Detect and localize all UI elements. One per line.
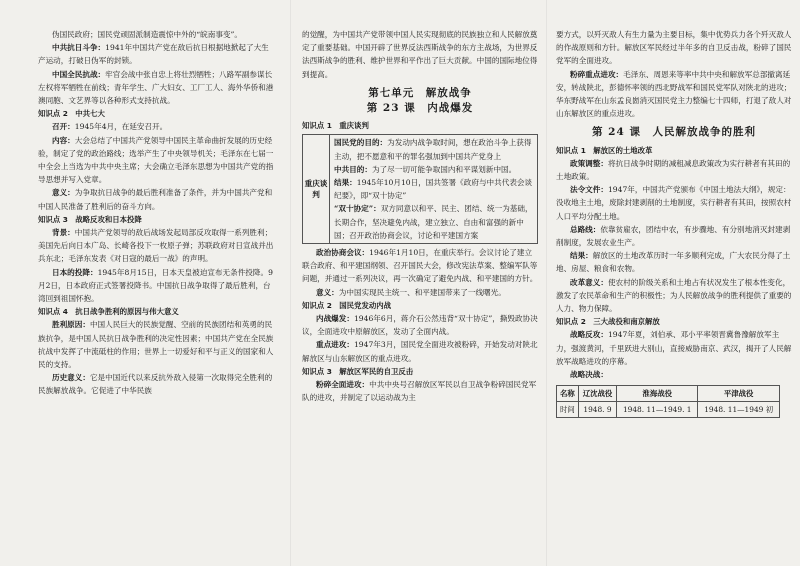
lead-term: 粉碎全面进攻：	[316, 380, 370, 390]
text: 为发动内战争取时间，想在政治斗争上获得主动，把不愿意和平的罪名强加到中国共产党身上	[334, 138, 532, 161]
text: 中国共产党领导的敌后战场发起局部反攻取得一系列胜利；美国先后向日本广岛、长崎各投下一枚原子弹；苏联政府对日宣战并出兵东北；毛泽东发表《对日寇的最后一战》的声明。	[38, 228, 274, 264]
lead-term: 国民党的目的：	[334, 138, 388, 148]
unit-title: 第七单元 解放战争	[368, 86, 472, 99]
paragraph	[302, 286, 538, 299]
lead-term: 历史意义：	[52, 373, 90, 383]
text: 将抗日战争时期的减租减息政策改为实行耕者有其田的土地政策。	[556, 158, 791, 182]
lead-term: 结果：	[334, 178, 357, 188]
table-cell: 1948. 11—1949 初	[698, 402, 780, 418]
paragraph	[556, 249, 792, 275]
paragraph	[556, 183, 792, 223]
paragraph	[302, 28, 538, 81]
paragraph	[38, 120, 274, 133]
paragraph	[302, 246, 538, 286]
text: 1947年夏，刘伯承、邓小平率领晋冀鲁豫解放军主力，强渡黄河，千里跃进大别山，直接威胁南京、武汉，揭开了人民解放军战略进攻的序幕。	[556, 330, 792, 366]
paragraph	[38, 226, 274, 266]
knowledge-point-heading: 知识点 1 重庆谈判	[302, 121, 369, 131]
knowledge-point-heading: 知识点 3 战略反攻和日本投降	[38, 214, 142, 224]
text: 1946年6月，蒋介石公然违背“双十协定”，撕毁政协决议，全面进攻中原解放区，发动了全面内战。	[302, 314, 538, 337]
paragraph	[38, 318, 274, 371]
lead-term: 重点进攻：	[316, 340, 354, 350]
text: 1947年3月，国民党全面进攻被粉碎，开始发动对陕北解放区与山东解放区的重点进攻。	[302, 340, 538, 363]
text: 为中国实现民主统一、和平建国带来了一线曙光。	[338, 287, 506, 297]
knowledge-point-heading: 知识点 2 三大战役和南京解放	[556, 317, 660, 327]
lead-term: 中国全民抗战：	[52, 69, 106, 79]
knowledge-point-heading: 知识点 3 解放区军民的自卫反击	[302, 366, 414, 376]
paragraph	[556, 328, 792, 368]
paragraph	[334, 163, 533, 176]
text: 1941年中国共产党在敌后抗日根据地掀起了大生产运动，打破日伪军的封锁。	[38, 43, 269, 66]
paragraph	[334, 176, 533, 202]
paragraph	[334, 136, 533, 162]
lead-term: 战略反攻：	[570, 330, 608, 340]
text: 依靠贫雇农，团结中农，有步骤地、有分别地消灭封建剥削制度，发展农业生产。	[556, 224, 791, 248]
text: 毛泽东、周恩来等率中共中央和解放军总部撤离延安，转战陕北，彭德怀率领的西北野战军和国民党军队对陕北的进攻；华东野战军在山东孟良崮消灭国民党主力整编七十四师，打退了敌人对山东解放区的重点进攻。	[556, 69, 792, 119]
text: 伪国民政府；国民党顽固派制造震惊中外的“皖南事变”。	[52, 30, 243, 39]
paragraph	[38, 371, 274, 397]
table-header: 淮海战役	[617, 386, 698, 402]
lesson-title: 第 24 课 人民解放战争的胜利	[592, 126, 756, 139]
lead-term: 中共目的：	[334, 164, 372, 174]
table-cell: 时间	[557, 402, 579, 418]
lead-term: 内战爆发：	[316, 314, 354, 324]
text: 双方同意以和平、民主、团结、统一为基础，长期合作，坚决避免内战，建立独立、自由和富强的新中国；召开政治协商会议，讨论和平建国方案	[334, 204, 533, 240]
battle-table	[556, 385, 780, 418]
table-header: 名称	[557, 386, 579, 402]
text: 为争取抗日战争的最后胜利准备了条件，并为中国共产党和中国人民准备了胜利后的奋斗方向。	[38, 188, 273, 211]
box-label: 重庆谈判	[303, 135, 330, 243]
lead-term: 法令文件：	[570, 185, 608, 195]
text: 1945年10月10日，国共签署《政府与中共代表会谈纪要》，即“双十协定”	[334, 178, 533, 201]
lead-term: 意义：	[316, 287, 339, 297]
knowledge-point-heading: 知识点 2 国民党发动内战	[302, 300, 392, 310]
lead-term: “双十协定”：	[334, 204, 381, 214]
paragraph	[302, 378, 538, 404]
lead-term: 政策调整：	[570, 158, 608, 168]
box-body	[330, 135, 537, 243]
text: 中共中央号召解放区军民以自卫战争粉碎国民党军队的进攻，并制定了以运动战为主	[302, 380, 537, 403]
knowledge-point-heading: 知识点 2 中共七大	[38, 109, 105, 119]
text: 1947年，中国共产党颁布《中国土地法大纲》，规定：没收地主土地，废除封建剥削的土地制度，实行耕者有其田，按照农村人口平均分配土地。	[556, 185, 792, 221]
lead-term: 背景：	[52, 228, 75, 238]
paragraph	[556, 368, 792, 381]
lead-term: 粉碎重点进攻：	[570, 69, 624, 79]
text: 牢官会战中张自忠上将壮烈牺牲；八路军副参谋长左权将军牺牲在前线；青年学生、广大妇女、工厂工人、海外华侨和港澳同胞、文艺界等以各种形式支持抗战。	[38, 69, 274, 106]
paragraph	[38, 266, 274, 306]
column-left	[38, 28, 274, 398]
text: 1945年8月15日，日本天皇被迫宣布无条件投降。9月2日，日本政府正式签署投降书。中国抗日战争取得了最后胜利，台湾回到祖国怀抱。	[38, 267, 273, 304]
column-middle	[302, 28, 538, 404]
chongqing-talks-box	[302, 134, 538, 244]
lead-term: 政治协商会议：	[316, 248, 370, 258]
paragraph	[556, 223, 792, 249]
paragraph	[302, 312, 538, 338]
column-divider	[290, 0, 291, 566]
text: 它是中国近代以来反抗外敌入侵第一次取得完全胜利的民族解放战争。它促进了中华民族	[38, 373, 273, 396]
column-right	[556, 28, 792, 418]
lead-term: 结果：	[570, 251, 593, 261]
lead-term: 改革意义：	[570, 277, 608, 287]
lesson-title: 第 23 课 内战爆发	[366, 102, 474, 115]
lead-term: 胜利原因：	[52, 320, 90, 330]
knowledge-point-heading: 知识点 4 抗日战争胜利的原因与伟大意义	[38, 307, 179, 317]
paragraph	[38, 186, 274, 212]
column-divider	[546, 0, 547, 566]
text: 1945年4月，在延安召开。	[74, 122, 168, 132]
text: 为了尽一切可能争取国内和平谋划新中国。	[371, 164, 517, 174]
paragraph	[556, 276, 792, 316]
text: 的觉醒，为中国共产党带领中国人民实现彻底的民族独立和人民解放奠定了重要基础。中国开辟了世界反法西斯战争的东方主战场，为世界反法西斯战争的胜利、维护世界和平作出了巨大贡献。中国的国际地位得到提高。	[302, 30, 538, 79]
paragraph	[38, 68, 274, 108]
paragraph	[38, 28, 274, 41]
text: 解放区的土地改革历时一年多顺利完成，广大农民分得了土地、房屋、粮食和农物。	[556, 251, 791, 274]
table-header-row	[557, 386, 780, 402]
lead-term: 意义：	[52, 188, 75, 198]
text: 1946年1月10日，在重庆举行。会议讨论了建立联合政府、和平建国纲领、召开国民大会，修改宪法草案、整编军队等问题，并通过一系列决议，再一次确定了避免内战、和平建国的方针。	[302, 248, 538, 284]
lead-term: 总路线：	[570, 224, 601, 234]
lead-term: 召开：	[52, 122, 75, 132]
paragraph	[556, 68, 792, 121]
paragraph	[334, 202, 533, 242]
paragraph	[38, 134, 274, 187]
text: 使农村的阶级关系和土地占有状况发生了根本性变化，激发了农民革命和生产的积极性；为人民解放战争的胜利提供了重要的人力、物力保障。	[556, 277, 792, 314]
text: 要方式，以歼灭敌人有生力量为主要目标，集中优势兵力各个歼灭敌人的作战原则和方针。解放区军民经过半年多的自卫反击战，粉碎了国民党军的全面进攻。	[556, 30, 792, 66]
paragraph	[38, 41, 274, 67]
table-row	[557, 402, 780, 418]
lead-term: 中共抗日斗争：	[52, 43, 106, 53]
table-header: 平津战役	[698, 386, 780, 402]
knowledge-point-heading: 知识点 1 解放区的土地改革	[556, 145, 653, 155]
lead-term: 战略决战：	[570, 370, 608, 380]
table-cell: 1948. 11—1949. 1	[617, 402, 698, 418]
table-cell: 1948. 9	[578, 402, 616, 418]
lead-term: 内容：	[52, 135, 75, 145]
lead-term: 日本的投降：	[52, 267, 98, 277]
paragraph	[556, 28, 792, 68]
paragraph	[302, 338, 538, 364]
paragraph	[556, 157, 792, 183]
text: 中国人民巨大的民族觉醒、空前的民族团结和英勇的民族抗争，是中国人民抗日战争胜利的决定性因素；中国共产党在全民族抗战中发挥了中流砥柱的作用；世界上一切爱好和平与正义的国家和人民的支持。	[38, 320, 274, 370]
table-header: 辽沈战役	[578, 386, 616, 402]
text: 大会总结了中国共产党领导中国民主革命曲折发展的历史经验，制定了党的政治路线；选举产生了中央领导机关；毛泽东在七届一中全会上当选为中共中央主席；大会确立毛泽东思想为中国共产党的指导思想并写入党章。	[38, 135, 274, 185]
